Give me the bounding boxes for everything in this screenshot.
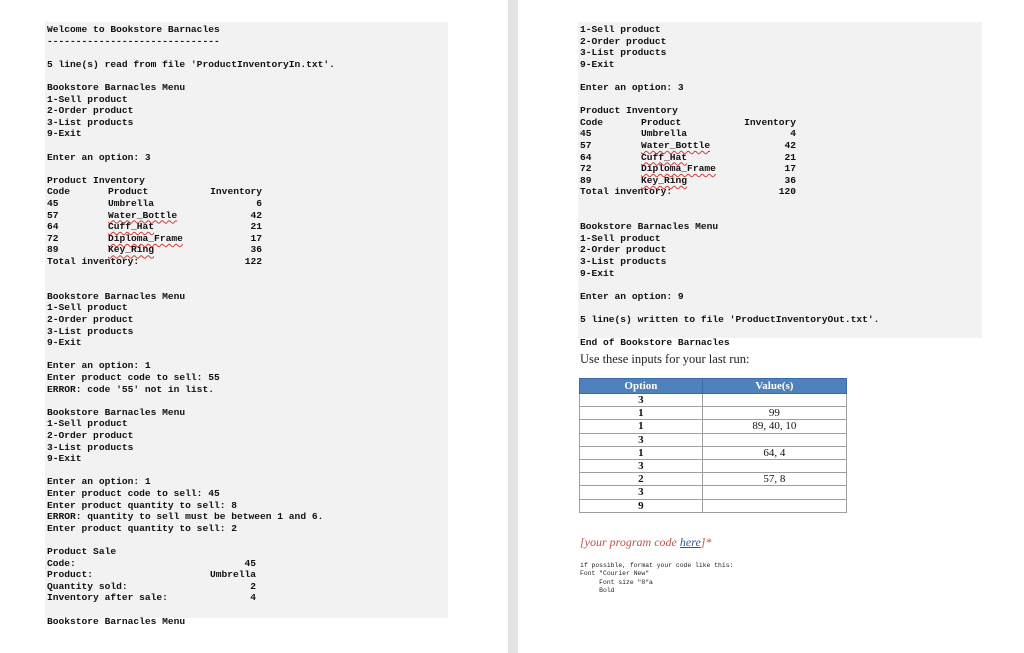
- inventory-total-value: 120: [778, 186, 796, 198]
- inventory-total-value: 122: [244, 256, 262, 267]
- inputs-table: [579, 378, 847, 513]
- option-cell: 1: [580, 407, 703, 420]
- values-cell: 64, 4: [702, 446, 846, 459]
- table-row: [580, 473, 847, 486]
- sale-value: Umbrella: [209, 569, 256, 581]
- values-cell: 57, 8: [702, 473, 846, 486]
- console-line: Enter an option: 3: [47, 151, 151, 163]
- console-line: 9-Exit: [580, 58, 615, 70]
- inventory-code: 64: [580, 151, 592, 163]
- console-line: 1-Sell product: [47, 418, 128, 430]
- console-line: Enter an option: 9: [580, 290, 684, 302]
- inventory-product: Water_Bottle: [108, 209, 178, 221]
- console-line: Enter product quantity to sell: 8: [47, 499, 237, 511]
- console-line: Enter product code to sell: 55: [47, 372, 220, 383]
- inventory-code: 89: [580, 174, 592, 186]
- console-line: Enter product code to sell: 45: [47, 488, 220, 499]
- program-code-link[interactable]: here: [679, 535, 701, 549]
- sale-label: Code:: [47, 557, 76, 569]
- console-line: 1-Sell product: [47, 302, 128, 314]
- sale-label: Product:: [47, 569, 94, 581]
- console-line: 1-Sell product: [580, 24, 661, 35]
- table-row: [580, 433, 847, 446]
- right-console-output: [578, 22, 982, 349]
- values-cell: 99: [702, 407, 846, 420]
- console-line: 2-Order product: [47, 314, 134, 325]
- table-row: [580, 499, 847, 512]
- console-line: Bookstore Barnacles Menu: [580, 221, 719, 233]
- sale-value: 2: [250, 580, 256, 592]
- format-note-line: Font size "8"a: [580, 578, 653, 586]
- console-line: 3-List products: [580, 47, 667, 59]
- option-cell: 3: [580, 394, 703, 407]
- values-column-header: Value(s): [702, 379, 846, 394]
- inventory-header-code: Code: [47, 186, 71, 198]
- inventory-product: Key_Ring: [641, 174, 688, 186]
- inventory-code: 57: [580, 140, 592, 151]
- inventory-product: Umbrella: [108, 198, 155, 209]
- option-cell: 1: [580, 446, 703, 459]
- inventory-code: 57: [47, 209, 59, 221]
- inventory-count: 17: [250, 232, 262, 244]
- inventory-count: 17: [784, 163, 796, 175]
- program-code-suffix: ]*: [700, 535, 712, 549]
- inventory-header-inventory: Inventory: [744, 116, 796, 128]
- inventory-product: Diploma_Frame: [641, 163, 716, 175]
- console-line: Product Sale: [47, 546, 117, 557]
- program-code-prefix: [your program code: [580, 535, 680, 549]
- inventory-count: 36: [784, 174, 796, 186]
- inventory-product: Cuff_Hat: [108, 221, 155, 233]
- console-line: 9-Exit: [47, 128, 82, 140]
- console-line: 5 line(s) read from file 'ProductInventoryIn.txt'.: [47, 58, 335, 70]
- table-row: [580, 446, 847, 459]
- sale-value: 45: [244, 557, 256, 569]
- table-row: [580, 394, 847, 407]
- values-cell: 89, 40, 10: [702, 420, 846, 433]
- inventory-count: 36: [250, 244, 262, 256]
- option-cell: 3: [580, 433, 703, 446]
- console-line: Enter an option: 1: [47, 476, 151, 488]
- inventory-count: 42: [250, 209, 262, 221]
- inventory-product: Cuff_Hat: [641, 151, 688, 163]
- values-cell: [702, 486, 846, 499]
- console-line: 2-Order product: [47, 105, 134, 117]
- option-cell: 3: [580, 459, 703, 472]
- console-line: 1-Sell product: [47, 93, 128, 105]
- inventory-total-label: Total inventory:: [47, 256, 140, 267]
- inputs-caption: Use these inputs for your last run:: [580, 352, 750, 366]
- table-row: [580, 407, 847, 420]
- inventory-header-inventory: Inventory: [210, 186, 262, 198]
- table-row: [580, 420, 847, 433]
- console-line: 2-Order product: [580, 35, 667, 47]
- sale-value: 4: [250, 592, 256, 604]
- console-line: 9-Exit: [47, 453, 82, 465]
- left-console-output: [45, 22, 448, 627]
- console-line: 9-Exit: [47, 337, 82, 349]
- console-line: Product Inventory: [47, 174, 145, 186]
- inventory-product: Umbrella: [641, 128, 688, 140]
- console-line: Bookstore Barnacles Menu: [47, 615, 186, 627]
- left-document-page: [0, 0, 508, 653]
- console-line: Bookstore Barnacles Menu: [47, 406, 186, 418]
- console-line: Product Inventory: [580, 105, 678, 117]
- sale-label: Quantity sold:: [47, 580, 128, 592]
- console-line: Enter product quantity to sell: 2: [47, 522, 237, 534]
- console-line: ERROR: code '55' not in list.: [47, 383, 214, 395]
- inventory-header-product: Product: [641, 116, 682, 128]
- console-line: 5 line(s) written to file 'ProductInventoryOut.txt'.: [580, 314, 880, 325]
- option-cell: 2: [580, 473, 703, 486]
- values-cell: [702, 459, 846, 472]
- console-line: Bookstore Barnacles Menu: [47, 82, 186, 93]
- console-line: ------------------------------: [47, 35, 220, 47]
- console-line: Enter an option: 3: [580, 82, 684, 93]
- console-line: 3-List products: [580, 256, 667, 267]
- format-note-line: Bold: [580, 587, 615, 595]
- console-line: 2-Order product: [47, 430, 134, 441]
- inventory-count: 21: [784, 151, 796, 163]
- inventory-total-label: Total inventory:: [580, 186, 673, 198]
- inventory-code: 64: [47, 221, 59, 233]
- option-column-header: Option: [580, 379, 703, 394]
- console-line: 3-List products: [47, 325, 134, 337]
- inventory-count: 6: [256, 198, 262, 209]
- inventory-header-code: Code: [580, 116, 604, 128]
- inventory-product: Key_Ring: [108, 244, 155, 256]
- program-code-placeholder: [580, 535, 711, 550]
- values-cell: [702, 394, 846, 407]
- console-line: 9-Exit: [580, 267, 615, 279]
- option-cell: 1: [580, 420, 703, 433]
- console-line: ERROR: quantity to sell must be between 1 and 6.: [47, 511, 324, 523]
- console-line: End of Bookstore Barnacles: [580, 337, 730, 349]
- inventory-code: 45: [47, 198, 59, 209]
- inventory-count: 4: [790, 128, 796, 140]
- values-cell: [702, 433, 846, 446]
- option-cell: 3: [580, 486, 703, 499]
- console-line: 3-List products: [47, 441, 134, 453]
- console-line: Bookstore Barnacles Menu: [47, 290, 186, 302]
- inventory-count: 42: [784, 140, 796, 151]
- format-note-line: if possible, format your code like this:: [580, 562, 734, 569]
- console-line: 2-Order product: [580, 244, 667, 256]
- inventory-product: Water_Bottle: [641, 140, 711, 151]
- right-document-page: [518, 0, 1024, 653]
- inventory-header-product: Product: [108, 186, 149, 198]
- inventory-code: 72: [580, 163, 592, 175]
- console-line: 1-Sell product: [580, 232, 661, 244]
- values-cell: [702, 499, 846, 512]
- table-row: [580, 459, 847, 472]
- inventory-code: 45: [580, 128, 592, 140]
- inventory-code: 89: [47, 244, 59, 256]
- console-line: 3-List products: [47, 116, 134, 128]
- inventory-product: Diploma_Frame: [108, 232, 183, 244]
- format-note-line: Font "Courier New": [580, 570, 650, 578]
- option-cell: 9: [580, 499, 703, 512]
- table-row: [580, 486, 847, 499]
- console-line: Enter an option: 1: [47, 360, 151, 372]
- console-line: Welcome to Bookstore Barnacles: [47, 24, 220, 35]
- inventory-count: 21: [250, 221, 262, 233]
- inventory-code: 72: [47, 232, 59, 244]
- sale-label: Inventory after sale:: [47, 592, 168, 604]
